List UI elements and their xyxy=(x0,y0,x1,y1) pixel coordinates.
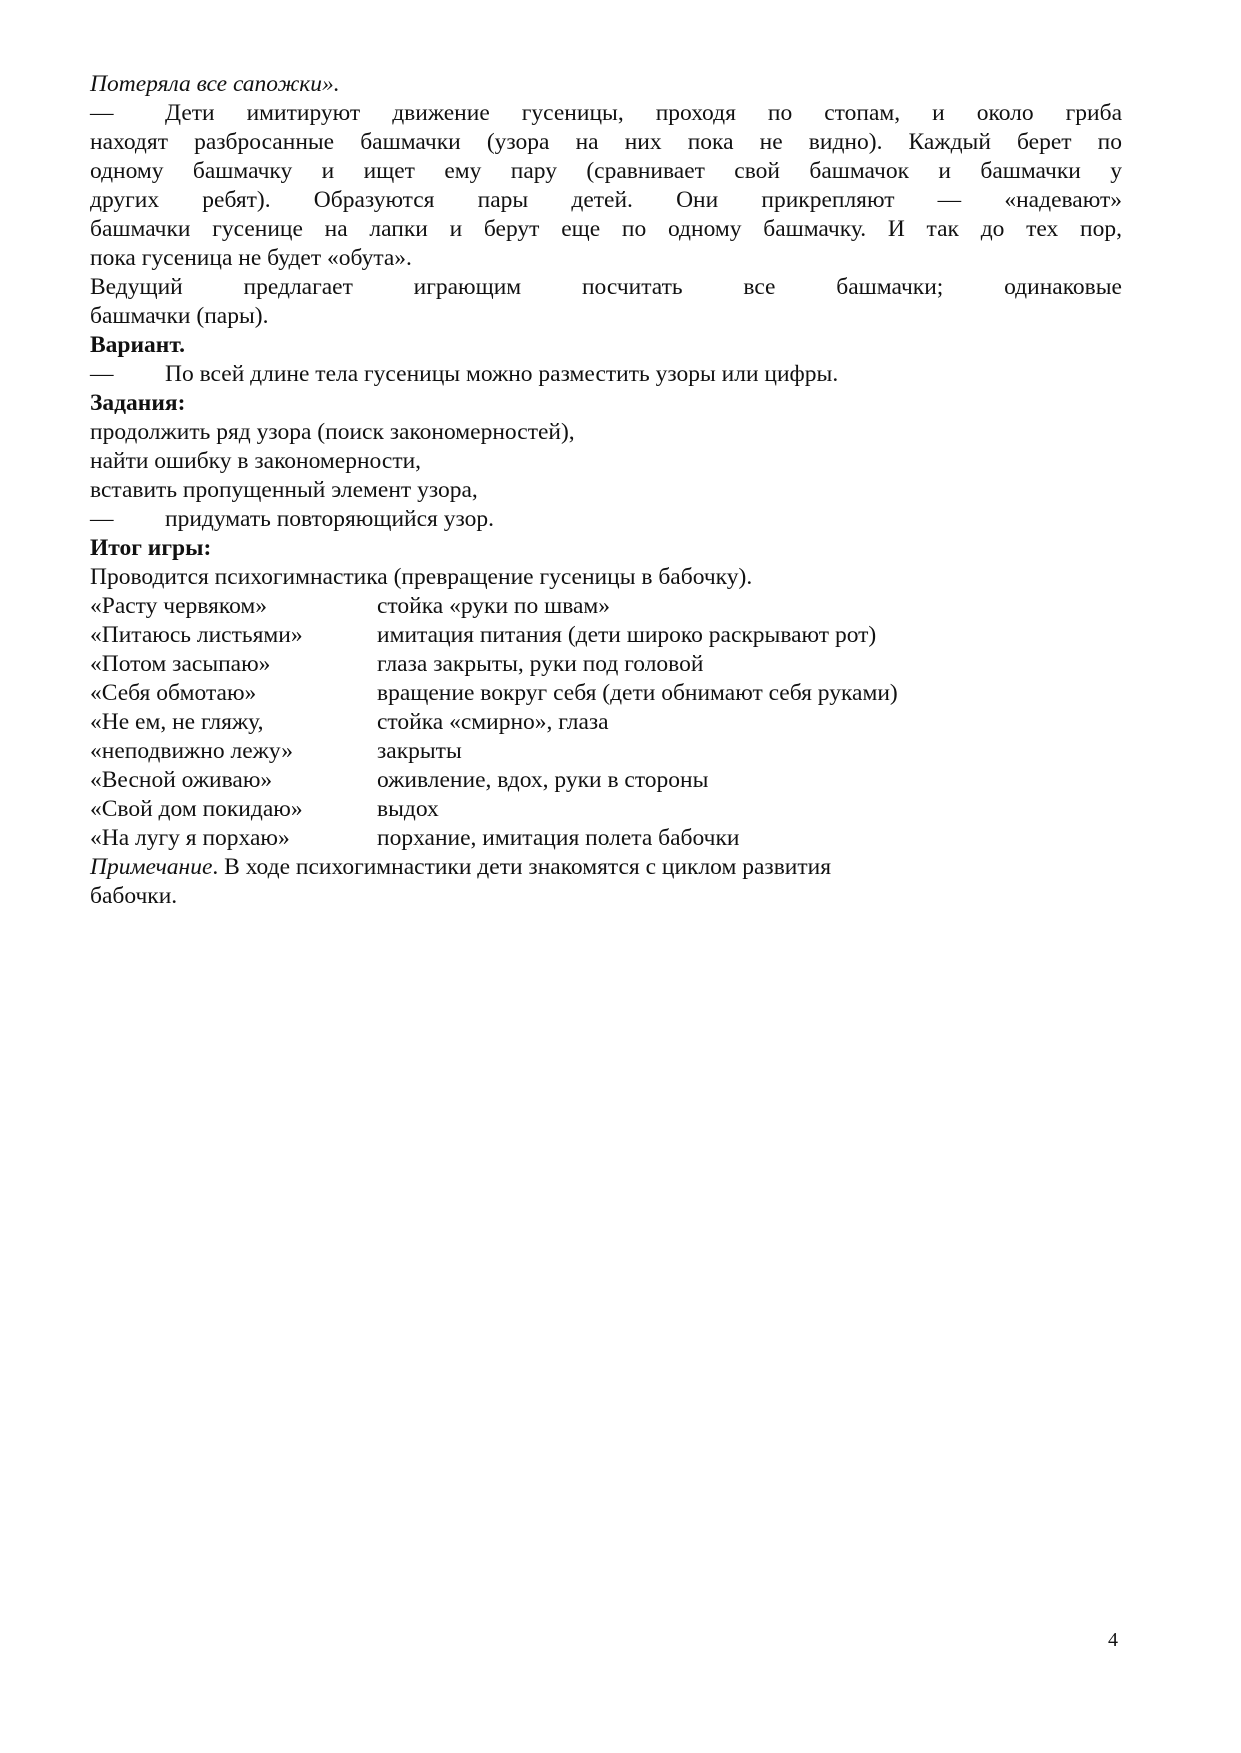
task-item-4 xyxy=(90,505,1122,534)
psycho-row-4 xyxy=(90,679,1122,708)
psycho-phrase: «Питаюсь листьями» xyxy=(90,622,303,648)
task-item-3: вставить пропущенный элемент узора, xyxy=(90,477,478,503)
variant-heading: Вариант. xyxy=(90,332,185,358)
psycho-phrase: «неподвижно лежу» xyxy=(90,738,293,764)
psycho-action: выдох xyxy=(377,796,439,822)
dash-marker: — xyxy=(90,506,114,532)
result-intro: Проводится психогимнастика (превращение гусеницы в бабочку). xyxy=(90,564,753,590)
psycho-row-2 xyxy=(90,621,1122,650)
psycho-action: вращение вокруг себя (дети обнимают себя руками) xyxy=(377,680,898,706)
para1-line-2: одному башмачку и ищет ему пару (сравнивает свой башмачок и башмачки у xyxy=(90,158,1122,184)
psycho-phrase: «Не ем, не гляжу, xyxy=(90,709,264,735)
variant-text: По всей длине тела гусеницы можно разместить узоры или цифры. xyxy=(165,361,839,387)
psycho-phrase: «На лугу я порхаю» xyxy=(90,825,290,851)
psycho-row-7 xyxy=(90,766,1122,795)
psycho-row-3 xyxy=(90,650,1122,679)
dash-marker: — xyxy=(90,100,114,126)
psycho-phrase: «Потом засыпаю» xyxy=(90,651,271,677)
psycho-row-5 xyxy=(90,708,1122,737)
psycho-row-9 xyxy=(90,824,1122,853)
note-text: . В ходе психогимнастики дети знакомятся с циклом развития xyxy=(212,854,832,880)
psycho-action: закрыты xyxy=(377,738,462,764)
dash-marker: — xyxy=(90,361,114,387)
psycho-action: имитация питания (дети широко раскрывают рот) xyxy=(377,622,877,648)
note-line xyxy=(90,853,1122,882)
para1-first-line xyxy=(90,99,1122,128)
para2-last-line: башмачки (пары). xyxy=(90,303,269,329)
task-item-2: найти ошибку в закономерности, xyxy=(90,448,422,474)
result-heading: Итог игры: xyxy=(90,535,212,561)
psycho-row-1 xyxy=(90,592,1122,621)
psycho-row-8 xyxy=(90,795,1122,824)
psycho-row-6 xyxy=(90,737,1122,766)
psycho-phrase: «Расту червяком» xyxy=(90,593,268,619)
psycho-action: стойка «руки по швам» xyxy=(377,593,611,619)
psycho-phrase: «Свой дом покидаю» xyxy=(90,796,303,822)
tasks-heading: Задания: xyxy=(90,390,186,416)
psycho-action: глаза закрыты, руки под головой xyxy=(377,651,704,677)
note-label: Примечание xyxy=(90,854,213,880)
psycho-phrase: «Весной оживаю» xyxy=(90,767,273,793)
para1-line-4: башмачки гусенице на лапки и берут еще по одному башмачку. И так до тех пор, xyxy=(90,216,1122,242)
note-last-line: бабочки. xyxy=(90,883,178,909)
variant-line xyxy=(90,360,1122,389)
psycho-phrase: «Себя обмотаю» xyxy=(90,680,257,706)
para1-last-line: пока гусеница не будет «обута». xyxy=(90,245,412,271)
intro-line: Потеряла все сапожки». xyxy=(90,71,340,97)
task-item-1: продолжить ряд узора (поиск закономерностей), xyxy=(90,419,575,445)
psycho-action: стойка «смирно», глаза xyxy=(377,709,609,735)
page-number: 4 xyxy=(1108,1629,1118,1651)
psycho-action: оживление, вдох, руки в стороны xyxy=(377,767,709,793)
para2-first-line: Ведущий предлагает играющим посчитать все башмачки; одинаковые xyxy=(90,274,1122,300)
para1-first-text: Дети имитируют движение гусеницы, проходя по стопам, и около гриба xyxy=(165,100,1122,126)
para1-line-3: других ребят). Образуются пары детей. Они прикрепляют — «надевают» xyxy=(90,187,1122,213)
task-item-4-text: придумать повторяющийся узор. xyxy=(165,506,494,532)
page-content xyxy=(90,70,1122,911)
para1-line-1: находят разбросанные башмачки (узора на них пока не видно). Каждый берет по xyxy=(90,129,1122,155)
psycho-action: порхание, имитация полета бабочки xyxy=(377,825,740,851)
